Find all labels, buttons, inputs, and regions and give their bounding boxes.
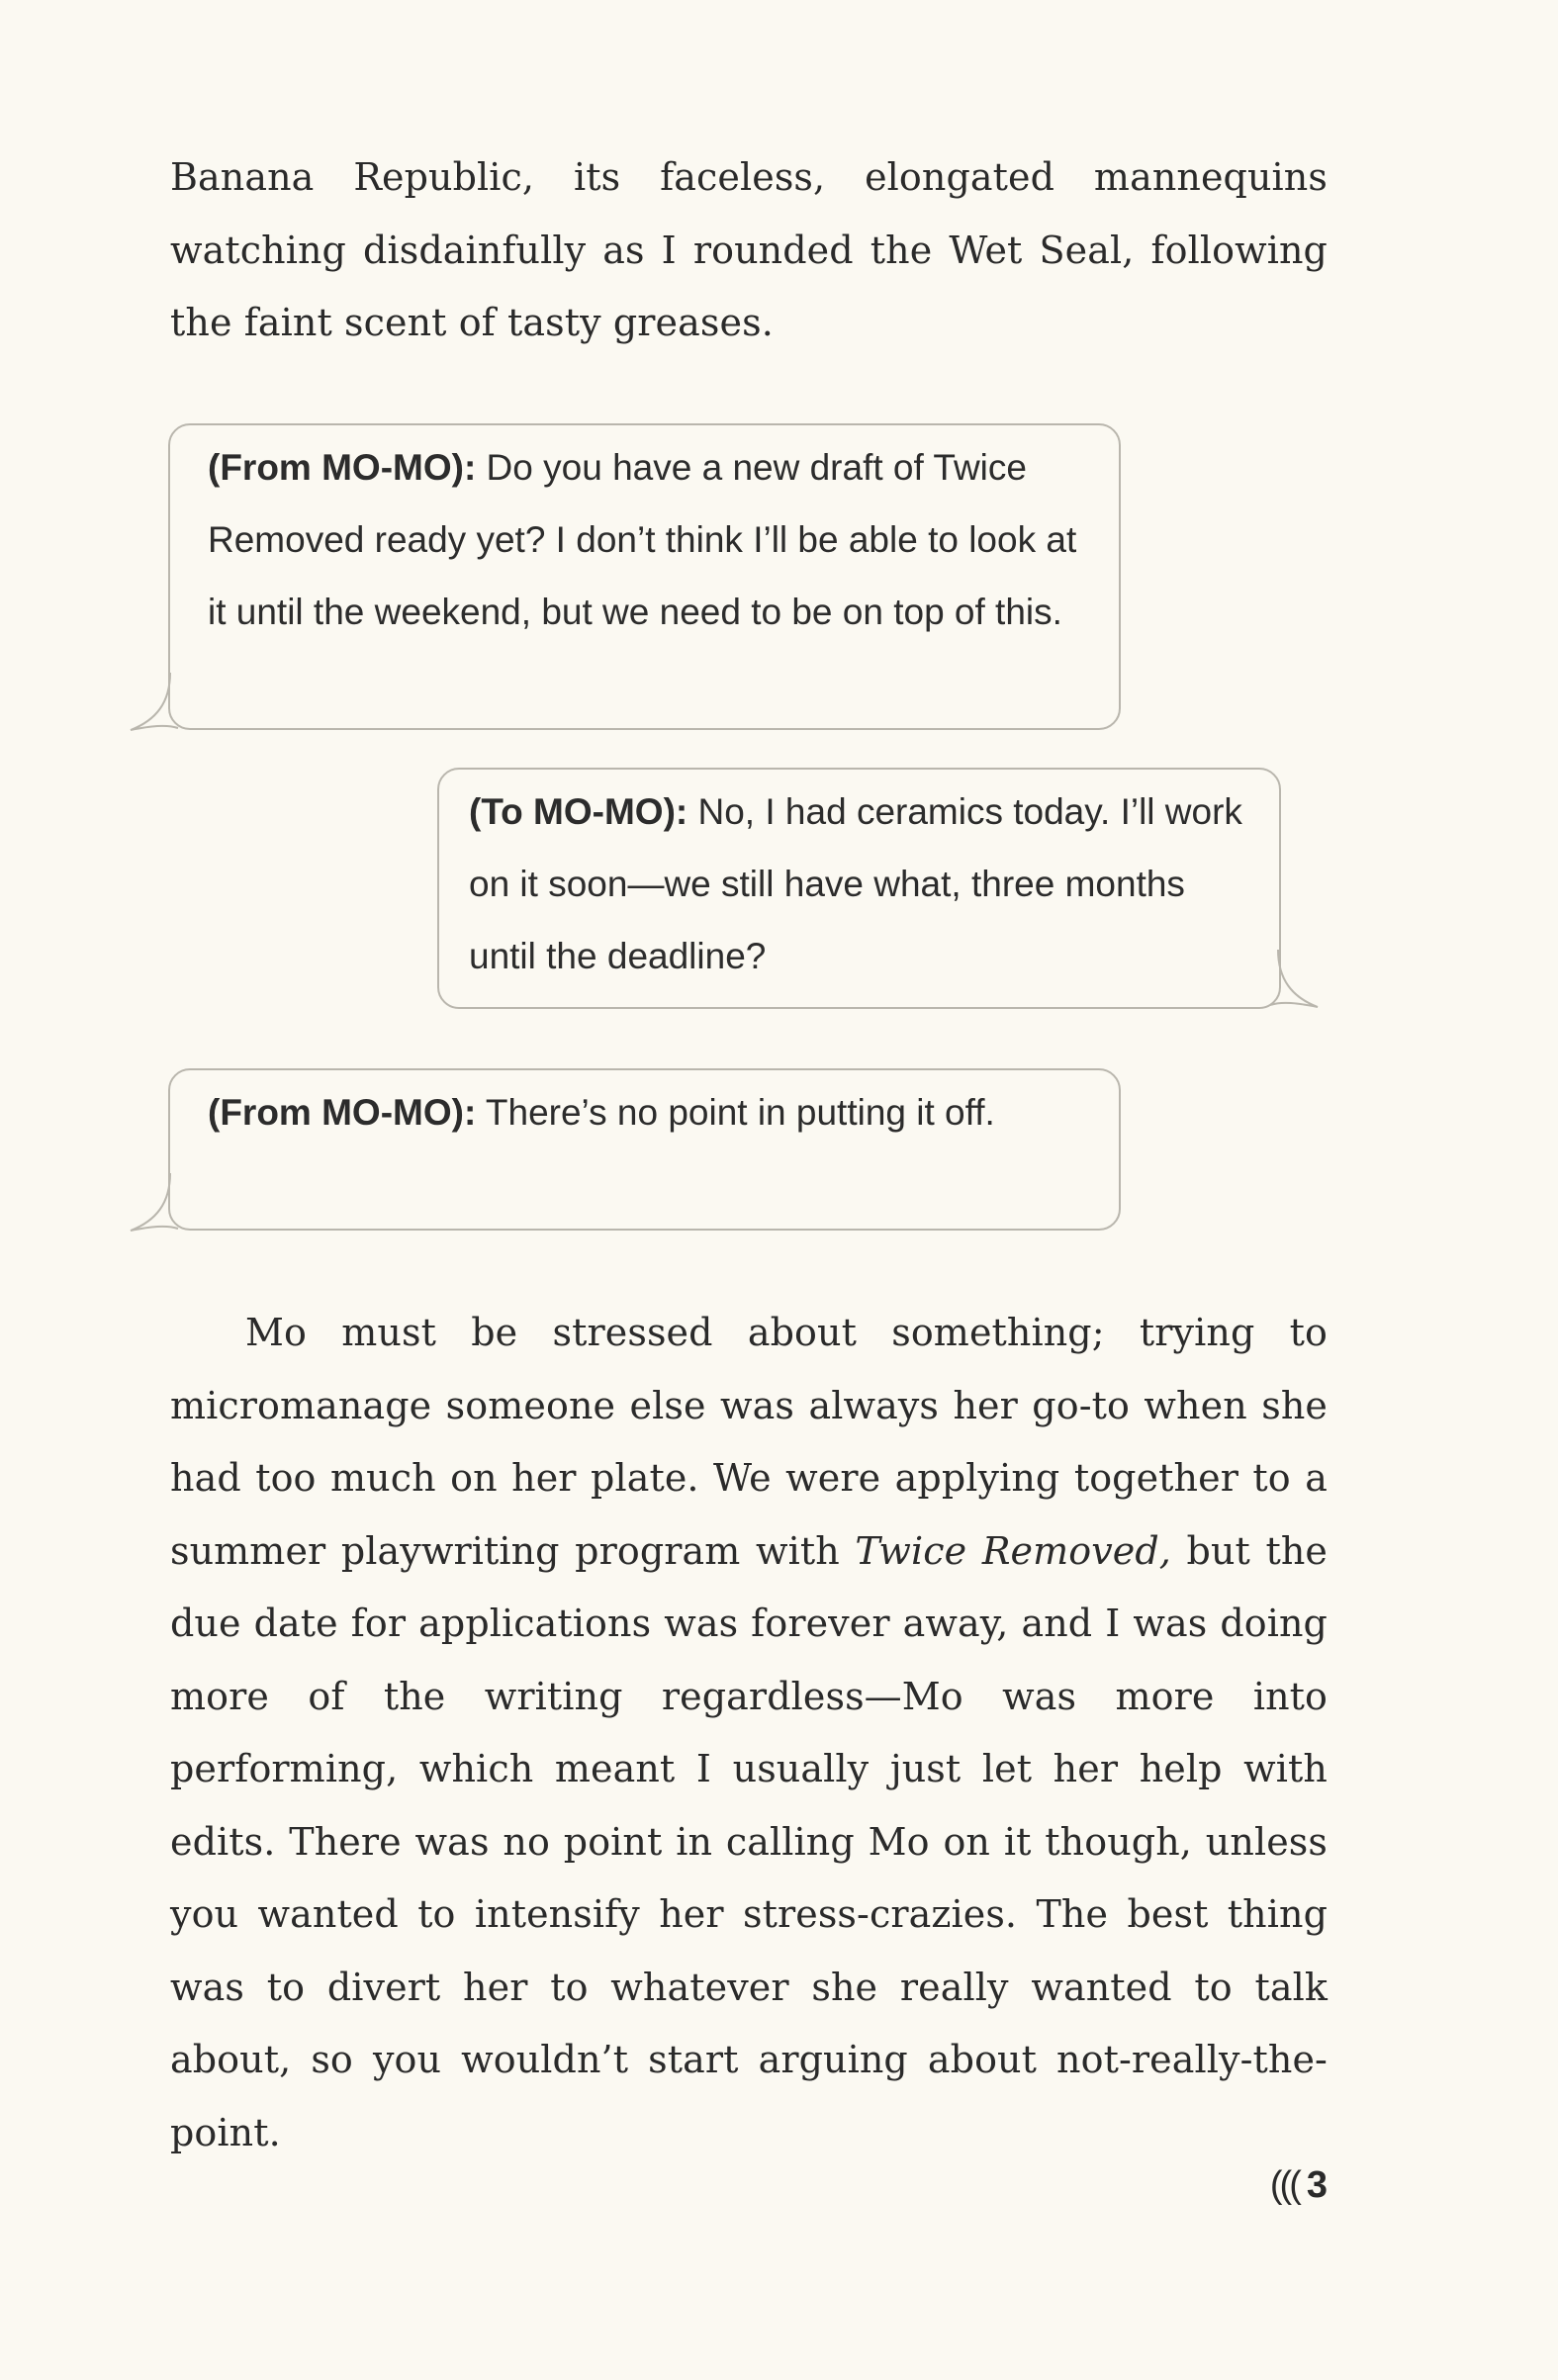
message-text: No, I had ceramics today. I’ll work on it soon—we still have what, three months until the deadline? [469,791,1242,976]
page-number-value: 3 [1306,2164,1329,2206]
bubble-tail-left-icon [127,673,186,732]
page-number [1270,2164,1329,2207]
message-sender: (From MO-MO): [208,1092,477,1133]
page-number-ornament: ((( [1269,2164,1299,2206]
bubble-tail-right-icon [1262,950,1322,1009]
intro-paragraph: Banana Republic, its faceless, elongated mannequins watching disdainfully as I rounded the Wet Seal, following the faint scent of tasty greases. [170,155,1328,344]
body-paragraph [170,1297,1328,2169]
body-text-part-2: but the due date for applications was forever away, and I was doing more of the writing regardless—Mo was more into performing, which meant I usually just let her help with edits. There was no point in calling Mo on it though, unless you wanted to intensify her stress-crazies. The best thing was to divert her to whatever she really wanted to talk about, so you wouldn’t start arguing about not-really-the-point. [170,1528,1328,2154]
message-text: There’s no point in putting it off. [476,1092,995,1133]
bubble-tail-left-icon [127,1173,186,1233]
message-text: Do you have a new draft of Twice Removed ready yet? I don’t think I’ll be able to look at it until the weekend, but we need to be on top of this. [208,447,1077,632]
message-bubble-to-momo [437,768,1281,1009]
message-sender: (From MO-MO): [208,447,477,488]
message-bubble-from-momo-1 [168,423,1121,730]
play-title: Twice Removed, [855,1528,1171,1573]
message-sender: (To MO-MO): [469,791,688,832]
message-bubble-from-momo-2 [168,1068,1121,1231]
body-text-part-1: Mo must be stressed about something; trying to micromanage someone else was always her go-to when she had too much on her plate. We were applying together to a summer playwriting program with [170,1311,1328,1573]
